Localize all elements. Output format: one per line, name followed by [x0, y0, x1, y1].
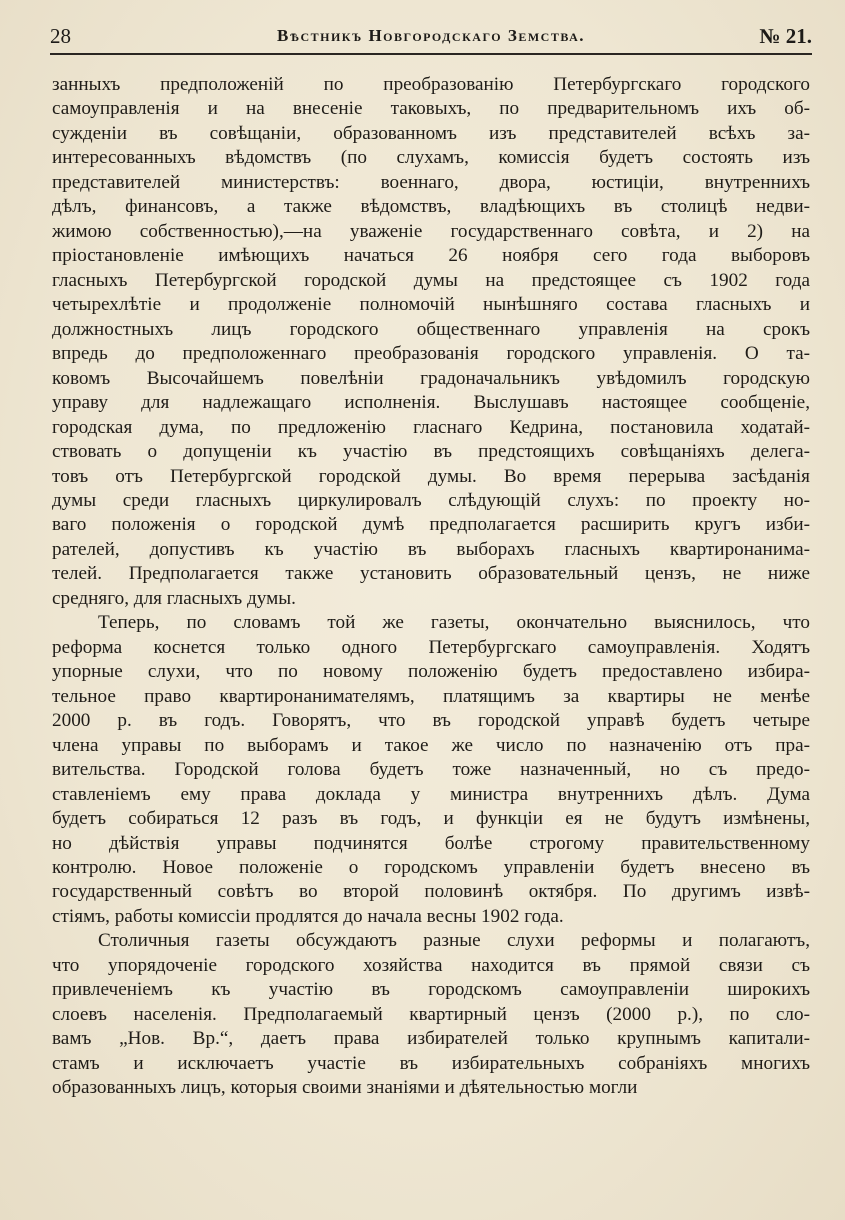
text-line: но дѣйствія управы подчинятся болѣе строгому правительственному: [52, 832, 810, 854]
text-line: государственный совѣтъ во второй половинѣ октября. По другимъ извѣ-: [52, 881, 810, 903]
text-line: ставленіемъ ему права доклада у министра внутреннихъ дѣлъ. Дума: [52, 783, 810, 805]
text-line: контролю. Новое положеніе о городскомъ управленіи будетъ внесено въ: [52, 857, 810, 878]
text-line: должностныхъ лицъ городского общественнаго управленія на срокъ: [52, 318, 810, 340]
text-line: дѣлъ, финансовъ, а также вѣдомствъ, владѣющихъ въ столицѣ недви-: [52, 196, 810, 218]
text-line: средняго, для гласныхъ думы.: [52, 587, 296, 609]
text-line: сужденіи въ совѣщаніи, образованномъ изъ представителей всѣхъ за-: [52, 122, 810, 144]
text-line: стамъ и исключаетъ участіе въ избирательныхъ собраніяхъ многихъ: [52, 1052, 810, 1074]
body-text: [52, 73, 810, 1101]
text-line: образованныхъ лицъ, которыя своими знаніями и дѣятельностью могли: [52, 1077, 638, 1099]
text-line: интересованныхъ вѣдомствъ (по слухамъ, комиссія будетъ состоять изъ: [52, 147, 810, 169]
text-line: представителей министерствъ: военнаго, двора, юстиціи, внутреннихъ: [52, 171, 810, 193]
text-line: привлеченіемъ къ участію въ городскомъ самоуправленіи широкихъ: [52, 979, 810, 1001]
text-line: 2000 р. въ годъ. Говорятъ, что въ городской управѣ будетъ четыре: [52, 710, 810, 732]
text-line: рателей, допустивъ къ участію въ выборахъ гласныхъ квартиронанима-: [52, 538, 810, 560]
issue-number: № 21.: [759, 24, 812, 48]
text-line: четырехлѣтіе и продолженіе полномочій нынѣшняго состава гласныхъ и: [52, 294, 810, 316]
text-line: Теперь, по словамъ той же газеты, окончательно выяснилось, что: [98, 612, 810, 634]
journal-title: Вѣстникъ Новгородскаго Земства.: [276, 26, 586, 45]
text-line: что упорядоченіе городского хозяйства находится въ прямой связи съ: [52, 954, 810, 976]
text-line: городская дума, по предложенію гласнаго Кедрина, постановила ходатай-: [52, 416, 810, 438]
page-header: [50, 22, 812, 54]
text-line: гласныхъ Петербургской городской думы на предстоящее съ 1902 года: [52, 269, 810, 291]
text-line: слоевъ населенія. Предполагаемый квартирный цензъ (2000 р.), по сло-: [52, 1003, 810, 1025]
text-line: управу для надлежащаго исполненія. Выслушавъ настоящее сообщеніе,: [52, 392, 810, 414]
text-line: ствовать о допущеніи къ участію въ предстоящихъ совѣщаніяхъ делега-: [52, 441, 810, 463]
text-line: вамъ „Нов. Вр.“, даетъ права избирателей только крупнымъ капитали-: [52, 1028, 810, 1050]
text-line: Столичныя газеты обсуждаютъ разные слухи реформы и полагаютъ,: [98, 930, 810, 952]
text-line: занныхъ предположеній по преобразованію Петербургскаго городского: [52, 74, 810, 95]
text-line: стіямъ, работы комиссіи продлятся до начала весны 1902 года.: [52, 905, 564, 927]
text-line: пріостановленіе имѣющихъ начаться 26 ноября сего года выборовъ: [52, 245, 810, 267]
text-line: упорные слухи, что по новому положенію будетъ предоставлено избира-: [52, 661, 810, 683]
page-number: 28: [50, 24, 71, 48]
text-line: члена управы по выборамъ и такое же число по назначенію отъ пра-: [52, 734, 810, 756]
text-line: впредь до предположеннаго преобразованія городского управленія. О та-: [52, 343, 810, 365]
header-rule: [50, 53, 812, 55]
text-line: самоуправленія и на внесеніе таковыхъ, по предварительномъ ихъ об-: [52, 98, 810, 120]
text-line: ваго положенія о городской думѣ предполагается расширить кругъ изби-: [52, 514, 810, 536]
text-line: тельное право квартиронанимателямъ, платящимъ за квартиры не менѣе: [52, 685, 810, 707]
text-line: вительства. Городской голова будетъ тоже назначенный, но съ предо-: [52, 759, 810, 781]
text-line: думы среди гласныхъ циркулировалъ слѣдующій слухъ: по проекту но-: [52, 489, 810, 511]
text-line: жимою собственностью),—на уваженіе государственнаго совѣта, и 2) на: [52, 220, 810, 242]
text-line: телей. Предполагается также установить образовательный цензъ, не ниже: [52, 563, 810, 585]
text-line: товъ отъ Петербургской городской думы. Во время перерыва засѣданія: [52, 465, 810, 487]
text-line: реформа коснется только одного Петербургскаго самоуправленія. Ходятъ: [52, 636, 810, 658]
text-line: ковомъ Высочайшемъ повелѣніи градоначальникъ увѣдомилъ городскую: [52, 367, 810, 389]
text-line: будетъ собираться 12 разъ въ годъ, и функціи ея не будутъ измѣнены,: [52, 808, 810, 830]
